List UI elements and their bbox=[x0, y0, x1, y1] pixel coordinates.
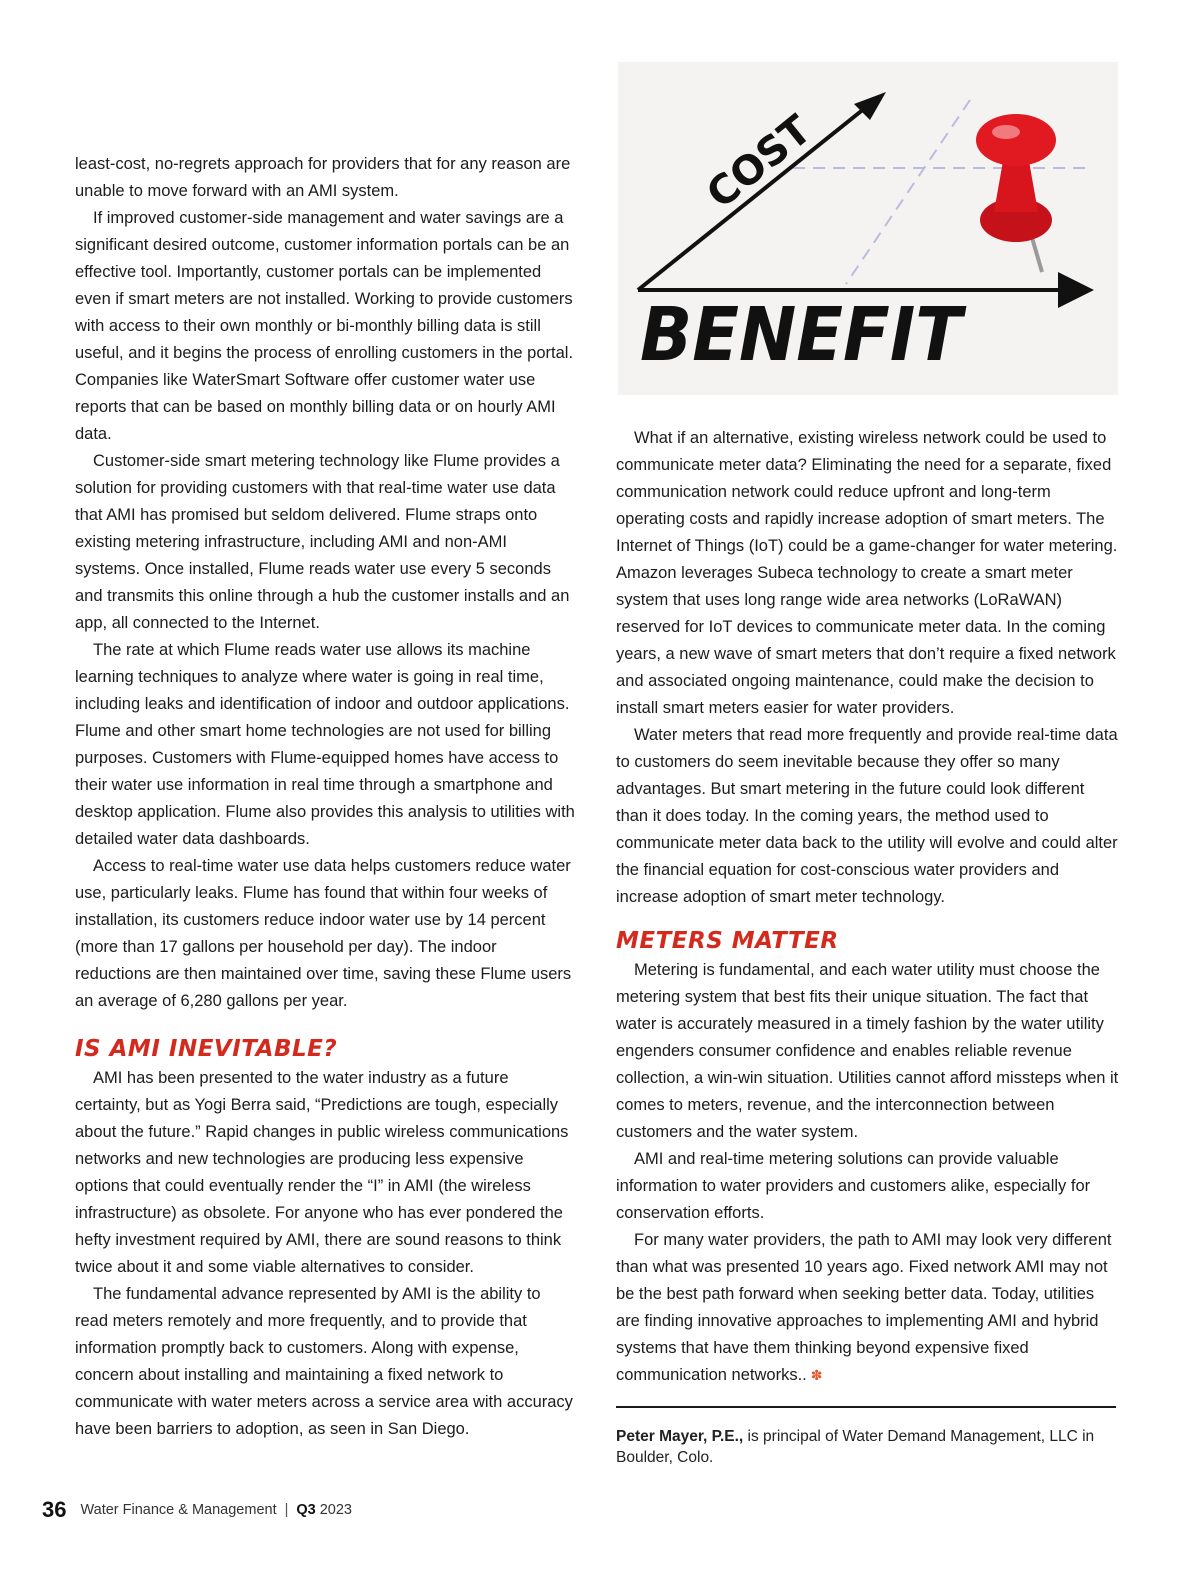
cost-axis-line bbox=[638, 104, 870, 290]
vertical-guide-line bbox=[846, 100, 970, 284]
benefit-label: BENEFIT bbox=[640, 292, 968, 378]
publication-name: Water Finance & Management bbox=[80, 1502, 277, 1518]
paragraph: If improved customer-side management and water savings are a significant desired outcome, customer information portals can be an effective tool. Importantly, customer portals can be implemented even if smart meters are not installed. Working to provide customers with access to their own monthly or bi-monthly billing data is still useful, and it begins the process of enrolling customers in the portal. Companies like WaterSmart Software offer customer water use reports that can be based on monthly billing data or on hourly AMI data. bbox=[75, 209, 574, 443]
bio-divider bbox=[616, 1406, 1116, 1408]
paragraph: Metering is fundamental, and each water utility must choose the metering system that best fits their unique situation. The fact that water is accurately measured in a timely fashion by the water utility engenders consumer confidence and enables reliable revenue collection, a win-win situation. Utilities cannot afford missteps when it comes to meters, revenue, and the interconnection between customers and the water system. bbox=[616, 961, 1119, 1141]
section-heading-meters-matter: METERS MATTER bbox=[616, 928, 839, 954]
author-name: Peter Mayer, P.E., bbox=[616, 1428, 744, 1445]
paragraph bbox=[616, 1227, 1120, 1389]
paragraph: The rate at which Flume reads water use allows its machine learning techniques to analyze where water is going in real time, including leaks and identification of indoor and outdoor applications. Flume and other smart home technologies are not used for billing purposes. Customers with Flume-equipped homes have access to their water use information in real time through a smartphone and desktop application. Flume also provides this analysis to utilities with detailed water data dashboards. bbox=[75, 641, 575, 848]
paragraph: least-cost, no-regrets approach for providers that for any reason are unable to move forward with an AMI system. bbox=[75, 155, 571, 200]
cost-benefit-illustration bbox=[618, 62, 1118, 395]
issue-year: 2023 bbox=[319, 1502, 352, 1518]
left-column bbox=[75, 151, 575, 1443]
benefit-axis-arrow bbox=[1058, 272, 1094, 308]
issue-quarter: Q3 bbox=[296, 1502, 316, 1518]
pushpin-icon bbox=[976, 114, 1056, 272]
author-bio bbox=[616, 1426, 1116, 1468]
end-of-article-icon: ✽ bbox=[810, 1367, 823, 1383]
page-number: 36 bbox=[42, 1497, 67, 1522]
cost-label: COST bbox=[698, 106, 821, 218]
paragraph: AMI has been presented to the water industry as a future certainty, but as Yogi Berra said, “Predictions are tough, especially about the future.” Rapid changes in public wireless communications networks and new technologies are producing less expensive options that could eventually render the “I” in AMI (the wireless infrastructure) as obsolete. For anyone who has ever pondered the hefty investment required by AMI, there are sound reasons to think twice about it and some viable alternatives to consider. bbox=[75, 1069, 569, 1276]
author-description: is principal of Water Demand Management, LLC in Boulder, Colo. bbox=[616, 1428, 1095, 1466]
paragraph: AMI and real-time metering solutions can provide valuable information to water providers and customers alike, especially for conservation efforts. bbox=[616, 1150, 1091, 1222]
section-heading-ami-inevitable: IS AMI INEVITABLE? bbox=[75, 1036, 338, 1062]
paragraph: Access to real-time water use data helps customers reduce water use, particularly leaks. Flume has found that within four weeks of installation, its customers reduce indoor water use by 14 percent (more than 17 gallons per household per day). The indoor reductions are then maintained over time, saving these Flume users an average of 6,280 gallons per year. bbox=[75, 857, 572, 1010]
paragraph: What if an alternative, existing wireless network could be used to communicate meter data? Eliminating the need for a separate, fixed communication network could reduce upfront and long-term operating costs and rapidly increase adoption of smart meters. The Internet of Things (IoT) could be a game-changer for water metering. Amazon leverages Subeca technology to create a smart meter system that uses long range wide area networks (LoRaWAN) reserved for IoT devices to communicate meter data. In the coming years, a new wave of smart meters that don’t require a fixed network and associated ongoing maintenance, could make the decision to install smart meters easier for water providers. bbox=[616, 429, 1118, 717]
paragraph: Customer-side smart metering technology like Flume provides a solution for providing customers with that real-time water use data that AMI has promised but seldom delivered. Flume straps onto existing metering infrastructure, including AMI and non-AMI systems. Once installed, Flume reads water use every 5 seconds and transmits this online through a hub the customer installs and an app, all connected to the Internet. bbox=[75, 452, 570, 632]
paragraph: The fundamental advance represented by AMI is the ability to read meters remotely and more frequently, and to provide that information promptly back to customers. Along with expense, concern about installing and maintaining a fixed network to communicate with water meters across a service area with accuracy have been barriers to adoption, as seen in San Diego. bbox=[75, 1285, 573, 1438]
page-footer bbox=[42, 1495, 352, 1525]
cost-axis-arrow bbox=[854, 92, 886, 120]
right-column bbox=[616, 425, 1120, 1389]
paragraph-text: For many water providers, the path to AMI may look very different than what was presented 10 years ago. Fixed network AMI may not be the best path forward when seeking better data. Today, utilities are finding innovative approaches to implementing AMI and hybrid systems that have them thinking beyond expensive fixed communication networks.. bbox=[616, 1231, 1112, 1384]
paragraph: Water meters that read more frequently and provide real-time data to customers do seem inevitable because they offer so many advantages. But smart metering in the future could look different than it does today. In the coming years, the method used to communicate meter data back to the utility will evolve and could alter the financial equation for cost-conscious water providers and increase adoption of smart meter technology. bbox=[616, 726, 1118, 906]
footer-separator: | bbox=[284, 1502, 289, 1518]
cost-benefit-image bbox=[618, 62, 1118, 395]
